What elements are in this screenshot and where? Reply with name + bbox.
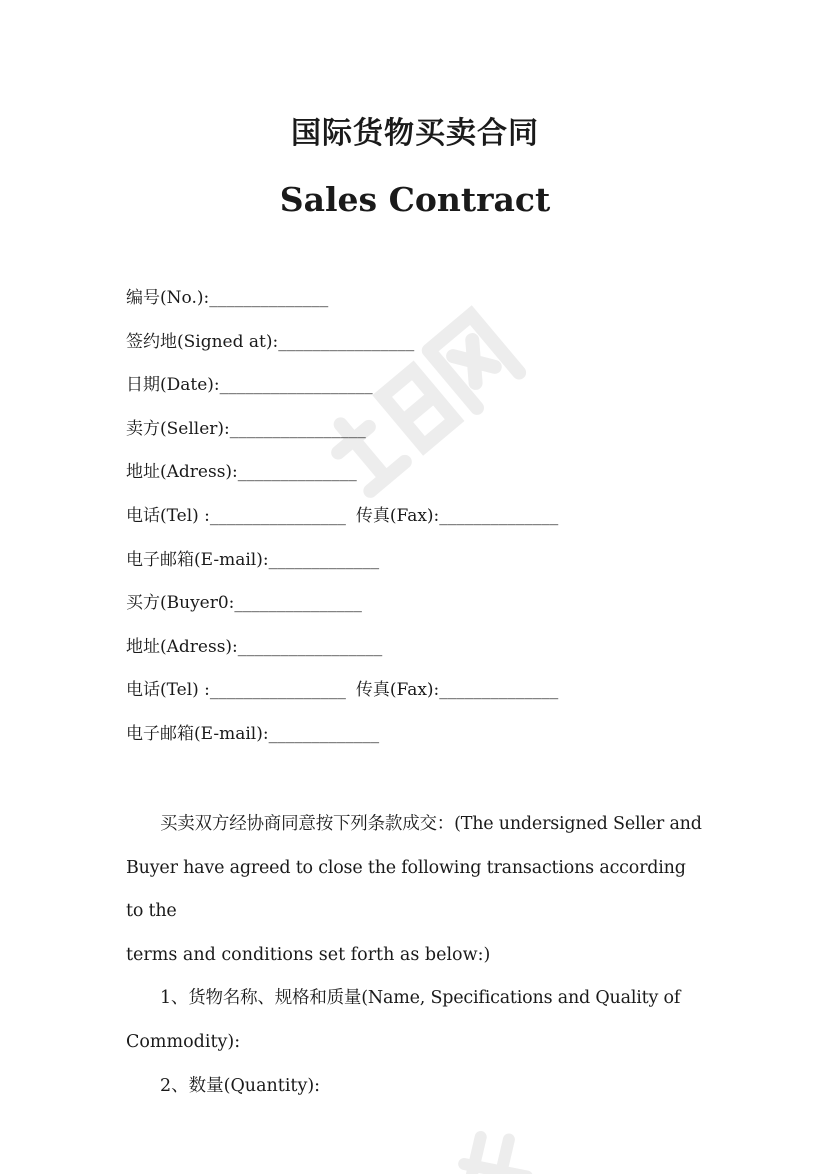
field-date: [126, 370, 726, 414]
tel-label: 电话(Tel) :: [126, 680, 210, 701]
field-signed-at: [126, 327, 726, 371]
tel-blank: ________________: [209, 505, 346, 526]
tel-label: 电话(Tel) :: [126, 505, 210, 526]
field-seller: [126, 414, 726, 458]
fax-blank: ______________: [439, 680, 559, 701]
field-blank: ________________: [229, 418, 366, 439]
intro-line-3: terms and conditions set forth as below:): [126, 944, 491, 965]
field-contract-no: [126, 283, 726, 327]
field-label: 地址(Adress):: [126, 636, 238, 657]
field-blank: ______________: [209, 288, 329, 308]
fax-blank: ______________: [439, 505, 559, 526]
field-label: 电子邮箱(E-mail):: [126, 549, 269, 570]
field-label: 电子邮箱(E-mail):: [126, 723, 269, 744]
field-buyer: [126, 588, 726, 632]
field-seller-email: [126, 545, 726, 589]
fax-label: 传真(Fax):: [355, 680, 440, 701]
intro-line-2: Buyer have agreed to close the following transactions according to the: [126, 857, 686, 922]
field-blank: _______________: [234, 593, 362, 614]
fax-label: 传真(Fax):: [355, 505, 440, 526]
field-label: 日期(Date):: [126, 375, 220, 396]
field-label: 签约地(Signed at):: [126, 331, 279, 352]
field-buyer-contact: [126, 675, 726, 719]
contract-body: [126, 803, 706, 1108]
clause-2-line-1: 2、数量(Quantity):: [160, 1075, 321, 1096]
field-blank: _____________: [268, 549, 380, 570]
watermark-logo-bottom: [430, 1100, 570, 1174]
clause-1-line-2: Commodity):: [126, 1031, 241, 1052]
title-english: Sales Contract: [279, 180, 551, 219]
field-buyer-address: [126, 632, 726, 676]
field-seller-address: [126, 457, 726, 501]
clause-1-line-1: 1、货物名称、规格和质量(Name, Specifications and Quality of: [160, 988, 681, 1009]
field-blank: _____________: [268, 723, 380, 744]
field-buyer-email: [126, 719, 726, 763]
title-chinese: 国际货物买卖合同: [291, 116, 539, 151]
contract-fields: [126, 283, 726, 763]
field-label: 编号(No.):: [126, 288, 210, 308]
field-blank: _________________: [237, 636, 383, 657]
tel-blank: ________________: [209, 680, 346, 701]
field-label: 卖方(Seller):: [126, 418, 230, 439]
intro-line-1: 买卖双方经协商同意按下列条款成交：(The undersigned Seller and: [160, 814, 702, 834]
field-seller-contact: [126, 501, 726, 545]
field-blank: ________________: [278, 331, 415, 352]
field-label: 地址(Adress):: [126, 462, 238, 483]
field-blank: __________________: [219, 375, 373, 396]
field-blank: ______________: [237, 462, 357, 483]
field-label: 买方(Buyer0:: [126, 593, 235, 614]
